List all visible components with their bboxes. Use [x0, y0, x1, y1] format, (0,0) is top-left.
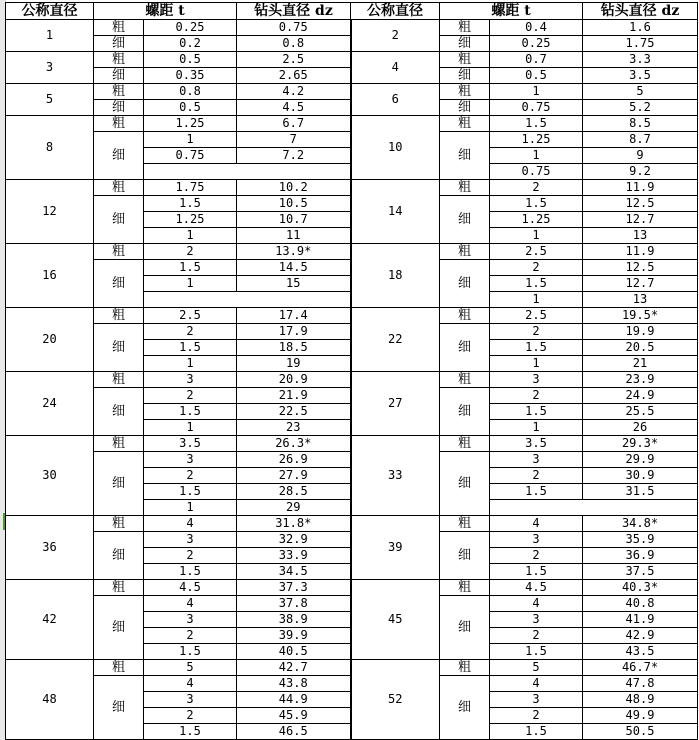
header-pitch-right[interactable]: 螺距 t — [440, 3, 583, 20]
nominal-diameter-cell[interactable]: 5 — [6, 84, 94, 116]
nominal-diameter-cell[interactable]: 14 — [351, 180, 440, 244]
drill-diameter-cell[interactable]: 42.7 — [237, 660, 351, 676]
pitch-cell[interactable]: 0.35 — [144, 68, 237, 84]
pitch-cell[interactable]: 0.7 — [490, 52, 583, 68]
pitch-cell[interactable]: 1.5 — [144, 644, 237, 660]
pitch-cell[interactable]: 1 — [144, 228, 237, 244]
nominal-diameter-cell[interactable]: 42 — [6, 580, 94, 660]
coarse-label-cell[interactable]: 粗 — [94, 308, 144, 324]
coarse-label-cell[interactable]: 粗 — [94, 580, 144, 596]
fine-label-cell[interactable]: 细 — [94, 532, 144, 580]
pitch-cell[interactable]: 1.5 — [490, 340, 583, 356]
pitch-cell[interactable]: 2 — [144, 708, 237, 724]
drill-diameter-cell[interactable]: 29.9 — [583, 452, 698, 468]
pitch-cell[interactable]: 1.5 — [490, 724, 583, 740]
drill-diameter-cell[interactable]: 6.7 — [237, 116, 351, 132]
drill-diameter-cell[interactable]: 0.75 — [237, 20, 351, 36]
drill-diameter-cell[interactable]: 46.7* — [583, 660, 698, 676]
drill-diameter-cell[interactable]: 12.5 — [583, 196, 698, 212]
empty-merged-cell[interactable] — [144, 164, 351, 180]
pitch-cell[interactable]: 2 — [144, 468, 237, 484]
drill-diameter-cell[interactable]: 26.3* — [237, 436, 351, 452]
drill-diameter-cell[interactable]: 12.7 — [583, 276, 698, 292]
drill-diameter-cell[interactable]: 20.9 — [237, 372, 351, 388]
nominal-diameter-cell[interactable]: 22 — [351, 308, 440, 372]
drill-diameter-cell[interactable]: 29.3* — [583, 436, 698, 452]
pitch-cell[interactable]: 1 — [490, 228, 583, 244]
table-row — [6, 20, 698, 36]
drill-diameter-cell[interactable]: 5 — [583, 84, 698, 100]
pitch-cell[interactable]: 0.75 — [490, 100, 583, 116]
pitch-cell[interactable]: 2 — [144, 628, 237, 644]
nominal-diameter-cell[interactable]: 4 — [351, 52, 440, 84]
table-body — [6, 20, 698, 740]
pitch-cell[interactable]: 0.75 — [144, 148, 237, 164]
drill-diameter-cell[interactable]: 30.9 — [583, 468, 698, 484]
fine-label-cell[interactable]: 细 — [94, 596, 144, 660]
drill-diameter-cell[interactable]: 14.5 — [237, 260, 351, 276]
drill-diameter-cell[interactable]: 34.5 — [237, 564, 351, 580]
drill-diameter-cell[interactable]: 24.9 — [583, 388, 698, 404]
fine-label-cell[interactable]: 细 — [94, 100, 144, 116]
nominal-diameter-cell[interactable]: 1 — [6, 20, 94, 52]
pitch-cell[interactable]: 1 — [144, 500, 237, 516]
pitch-cell[interactable]: 4.5 — [490, 580, 583, 596]
table-row — [6, 180, 698, 196]
pitch-cell[interactable]: 1.25 — [144, 212, 237, 228]
drill-diameter-cell[interactable]: 12.7 — [583, 212, 698, 228]
drill-diameter-cell[interactable]: 11.9 — [583, 244, 698, 260]
drill-diameter-cell[interactable]: 4.5 — [237, 100, 351, 116]
drill-diameter-cell[interactable]: 49.9 — [583, 708, 698, 724]
pitch-cell[interactable]: 1.5 — [144, 196, 237, 212]
coarse-label-cell[interactable]: 粗 — [94, 244, 144, 260]
coarse-label-cell[interactable]: 粗 — [94, 84, 144, 100]
drill-diameter-cell[interactable]: 34.8* — [583, 516, 698, 532]
drill-diameter-cell[interactable]: 50.5 — [583, 724, 698, 740]
coarse-label-cell[interactable]: 粗 — [440, 516, 490, 532]
drill-diameter-cell[interactable]: 9 — [583, 148, 698, 164]
drill-diameter-cell[interactable]: 2.5 — [237, 52, 351, 68]
pitch-cell[interactable]: 2 — [490, 548, 583, 564]
pitch-cell[interactable]: 3 — [144, 452, 237, 468]
drill-diameter-cell[interactable]: 36.9 — [583, 548, 698, 564]
pitch-cell[interactable]: 1.5 — [144, 340, 237, 356]
drill-diameter-cell[interactable]: 26 — [583, 420, 698, 436]
fine-label-cell[interactable]: 细 — [440, 324, 490, 372]
drill-diameter-cell[interactable]: 37.5 — [583, 564, 698, 580]
pitch-cell[interactable]: 4 — [490, 596, 583, 612]
drill-diameter-cell[interactable]: 21.9 — [237, 388, 351, 404]
pitch-cell[interactable]: 3 — [490, 692, 583, 708]
pitch-cell[interactable]: 1.5 — [490, 564, 583, 580]
pitch-cell[interactable]: 1.5 — [490, 484, 583, 500]
drill-diameter-cell[interactable]: 2.65 — [237, 68, 351, 84]
drill-diameter-cell[interactable]: 23.9 — [583, 372, 698, 388]
coarse-label-cell[interactable]: 粗 — [94, 180, 144, 196]
table-row — [6, 516, 698, 532]
drill-diameter-cell[interactable]: 3.5 — [583, 68, 698, 84]
pitch-cell[interactable]: 2.5 — [490, 308, 583, 324]
drill-diameter-cell[interactable]: 15 — [237, 276, 351, 292]
pitch-cell[interactable]: 0.5 — [144, 100, 237, 116]
header-drill-left[interactable]: 钻头直径 dz — [237, 3, 351, 20]
pitch-cell[interactable]: 2 — [490, 180, 583, 196]
nominal-diameter-cell[interactable]: 2 — [351, 20, 440, 52]
pitch-cell[interactable]: 3 — [144, 612, 237, 628]
nominal-diameter-cell[interactable]: 10 — [351, 116, 440, 180]
drill-diameter-cell[interactable]: 41.9 — [583, 612, 698, 628]
coarse-label-cell[interactable]: 粗 — [440, 244, 490, 260]
drill-diameter-cell[interactable]: 27.9 — [237, 468, 351, 484]
coarse-label-cell[interactable]: 粗 — [440, 52, 490, 68]
drill-diameter-cell[interactable]: 43.8 — [237, 676, 351, 692]
table-row — [6, 372, 698, 388]
fine-label-cell[interactable]: 细 — [440, 596, 490, 660]
drill-diameter-cell[interactable]: 9.2 — [583, 164, 698, 180]
pitch-cell[interactable]: 3 — [490, 372, 583, 388]
pitch-cell[interactable]: 4 — [490, 516, 583, 532]
drill-diameter-cell[interactable]: 37.3 — [237, 580, 351, 596]
nominal-diameter-cell[interactable]: 6 — [351, 84, 440, 116]
fine-label-cell[interactable]: 细 — [94, 324, 144, 372]
coarse-label-cell[interactable]: 粗 — [94, 516, 144, 532]
drill-diameter-cell[interactable]: 32.9 — [237, 532, 351, 548]
pitch-cell[interactable]: 4 — [144, 676, 237, 692]
table-row — [6, 244, 698, 260]
pitch-cell[interactable]: 1.5 — [144, 260, 237, 276]
pitch-cell[interactable]: 0.75 — [490, 164, 583, 180]
drill-diameter-cell[interactable]: 38.9 — [237, 612, 351, 628]
drill-diameter-cell[interactable]: 47.8 — [583, 676, 698, 692]
table-row — [6, 84, 698, 100]
drill-diameter-cell[interactable]: 21 — [583, 356, 698, 372]
drill-diameter-cell[interactable]: 19.9 — [583, 324, 698, 340]
drill-diameter-cell[interactable]: 10.5 — [237, 196, 351, 212]
drill-diameter-cell[interactable]: 33.9 — [237, 548, 351, 564]
coarse-label-cell[interactable]: 粗 — [440, 372, 490, 388]
drill-diameter-cell[interactable]: 10.2 — [237, 180, 351, 196]
drill-diameter-cell[interactable]: 45.9 — [237, 708, 351, 724]
pitch-cell[interactable]: 1.5 — [490, 196, 583, 212]
pitch-cell[interactable]: 1.25 — [490, 212, 583, 228]
drill-diameter-cell[interactable]: 31.8* — [237, 516, 351, 532]
table-row — [6, 580, 698, 596]
nominal-diameter-cell[interactable]: 3 — [6, 52, 94, 84]
pitch-cell[interactable]: 3 — [144, 372, 237, 388]
drill-diameter-cell[interactable]: 1.75 — [583, 36, 698, 52]
drill-diameter-cell[interactable]: 11 — [237, 228, 351, 244]
coarse-label-cell[interactable]: 粗 — [440, 660, 490, 676]
drill-diameter-cell[interactable]: 20.5 — [583, 340, 698, 356]
drill-diameter-cell[interactable]: 22.5 — [237, 404, 351, 420]
drill-diameter-cell[interactable]: 28.5 — [237, 484, 351, 500]
pitch-cell[interactable]: 1.5 — [144, 564, 237, 580]
nominal-diameter-cell[interactable]: 52 — [351, 660, 440, 740]
pitch-cell[interactable]: 1.75 — [144, 180, 237, 196]
thread-drill-table — [5, 2, 698, 740]
header-pitch-left[interactable]: 螺距 t — [94, 3, 237, 20]
nominal-diameter-cell[interactable]: 24 — [6, 372, 94, 436]
fine-label-cell[interactable]: 细 — [94, 196, 144, 244]
pitch-cell[interactable]: 2 — [144, 548, 237, 564]
drill-diameter-cell[interactable]: 17.9 — [237, 324, 351, 340]
fine-label-cell[interactable]: 细 — [440, 68, 490, 84]
nominal-diameter-cell[interactable]: 39 — [351, 516, 440, 580]
drill-diameter-cell[interactable]: 42.9 — [583, 628, 698, 644]
table-row — [6, 52, 698, 68]
fine-label-cell[interactable]: 细 — [440, 100, 490, 116]
coarse-label-cell[interactable]: 粗 — [440, 84, 490, 100]
pitch-cell[interactable]: 1 — [490, 84, 583, 100]
drill-diameter-cell[interactable]: 5.2 — [583, 100, 698, 116]
fine-label-cell[interactable]: 细 — [94, 676, 144, 740]
drill-diameter-cell[interactable]: 11.9 — [583, 180, 698, 196]
nominal-diameter-cell[interactable]: 30 — [6, 436, 94, 516]
drill-diameter-cell[interactable]: 8.5 — [583, 116, 698, 132]
pitch-cell[interactable]: 1 — [490, 356, 583, 372]
pitch-cell[interactable]: 1 — [490, 292, 583, 308]
pitch-cell[interactable]: 2 — [490, 388, 583, 404]
pitch-cell[interactable]: 1.5 — [144, 404, 237, 420]
drill-diameter-cell[interactable]: 10.7 — [237, 212, 351, 228]
drill-diameter-cell[interactable]: 25.5 — [583, 404, 698, 420]
fine-label-cell[interactable]: 细 — [94, 36, 144, 52]
nominal-diameter-cell[interactable]: 16 — [6, 244, 94, 308]
coarse-label-cell[interactable]: 粗 — [440, 580, 490, 596]
pitch-cell[interactable]: 1.5 — [144, 484, 237, 500]
fine-label-cell[interactable]: 细 — [440, 36, 490, 52]
pitch-cell[interactable]: 5 — [490, 660, 583, 676]
pitch-cell[interactable]: 0.25 — [144, 20, 237, 36]
nominal-diameter-cell[interactable]: 18 — [351, 244, 440, 308]
pitch-cell[interactable]: 1.5 — [490, 276, 583, 292]
coarse-label-cell[interactable]: 粗 — [440, 116, 490, 132]
pitch-cell[interactable]: 3.5 — [144, 436, 237, 452]
table-row — [6, 116, 698, 132]
pitch-cell[interactable]: 2 — [490, 260, 583, 276]
drill-diameter-cell[interactable]: 39.9 — [237, 628, 351, 644]
coarse-label-cell[interactable]: 粗 — [440, 436, 490, 452]
drill-diameter-cell[interactable]: 48.9 — [583, 692, 698, 708]
drill-diameter-cell[interactable]: 37.8 — [237, 596, 351, 612]
drill-diameter-cell[interactable]: 44.9 — [237, 692, 351, 708]
coarse-label-cell[interactable]: 粗 — [94, 660, 144, 676]
pitch-cell[interactable]: 2 — [144, 388, 237, 404]
drill-diameter-cell[interactable]: 1.6 — [583, 20, 698, 36]
empty-merged-cell[interactable] — [144, 292, 351, 308]
drill-diameter-cell[interactable]: 13.9* — [237, 244, 351, 260]
pitch-cell[interactable]: 4 — [144, 596, 237, 612]
coarse-label-cell[interactable]: 粗 — [440, 180, 490, 196]
pitch-cell[interactable]: 3 — [490, 612, 583, 628]
nominal-diameter-cell[interactable]: 27 — [351, 372, 440, 436]
drill-diameter-cell[interactable]: 40.8 — [583, 596, 698, 612]
fine-label-cell[interactable]: 细 — [94, 132, 144, 180]
pitch-cell[interactable]: 1.5 — [490, 644, 583, 660]
pitch-cell[interactable]: 3 — [490, 532, 583, 548]
coarse-label-cell[interactable]: 粗 — [440, 20, 490, 36]
drill-diameter-cell[interactable]: 18.5 — [237, 340, 351, 356]
drill-diameter-cell[interactable]: 7 — [237, 132, 351, 148]
drill-diameter-cell[interactable]: 19 — [237, 356, 351, 372]
drill-diameter-cell[interactable]: 40.5 — [237, 644, 351, 660]
pitch-cell[interactable]: 1.25 — [144, 116, 237, 132]
drill-diameter-cell[interactable]: 12.5 — [583, 260, 698, 276]
coarse-label-cell[interactable]: 粗 — [440, 308, 490, 324]
nominal-diameter-cell[interactable]: 48 — [6, 660, 94, 740]
drill-diameter-cell[interactable]: 35.9 — [583, 532, 698, 548]
pitch-cell[interactable]: 4 — [490, 676, 583, 692]
coarse-label-cell[interactable]: 粗 — [94, 372, 144, 388]
coarse-label-cell[interactable]: 粗 — [94, 116, 144, 132]
pitch-cell[interactable]: 0.4 — [490, 20, 583, 36]
nominal-diameter-cell[interactable]: 45 — [351, 580, 440, 660]
pitch-cell[interactable]: 1 — [144, 420, 237, 436]
drill-diameter-cell[interactable]: 40.3* — [583, 580, 698, 596]
nominal-diameter-cell[interactable]: 12 — [6, 180, 94, 244]
pitch-cell[interactable]: 2 — [490, 468, 583, 484]
fine-label-cell[interactable]: 细 — [440, 388, 490, 436]
drill-diameter-cell[interactable]: 13 — [583, 228, 698, 244]
drill-diameter-cell[interactable]: 29 — [237, 500, 351, 516]
pitch-cell[interactable]: 2 — [490, 628, 583, 644]
table-row — [6, 308, 698, 324]
fine-label-cell[interactable]: 细 — [440, 452, 490, 516]
fine-label-cell[interactable]: 细 — [440, 132, 490, 180]
drill-diameter-cell[interactable]: 8.7 — [583, 132, 698, 148]
table-row — [6, 660, 698, 676]
coarse-label-cell[interactable]: 粗 — [94, 52, 144, 68]
fine-label-cell[interactable]: 细 — [440, 260, 490, 308]
coarse-label-cell[interactable]: 粗 — [94, 20, 144, 36]
pitch-cell[interactable]: 1.25 — [490, 132, 583, 148]
header-row — [6, 3, 698, 20]
drill-diameter-cell[interactable]: 19.5* — [583, 308, 698, 324]
nominal-diameter-cell[interactable]: 8 — [6, 116, 94, 180]
pitch-cell[interactable]: 3.5 — [490, 436, 583, 452]
empty-merged-cell[interactable] — [490, 500, 698, 516]
drill-diameter-cell[interactable]: 23 — [237, 420, 351, 436]
pitch-cell[interactable]: 2.5 — [144, 308, 237, 324]
pitch-cell[interactable]: 1 — [490, 148, 583, 164]
coarse-label-cell[interactable]: 粗 — [94, 436, 144, 452]
drill-diameter-cell[interactable]: 46.5 — [237, 724, 351, 740]
table-row — [6, 436, 698, 452]
pitch-cell[interactable]: 2 — [144, 244, 237, 260]
pitch-cell[interactable]: 5 — [144, 660, 237, 676]
pitch-cell[interactable]: 0.8 — [144, 84, 237, 100]
fine-label-cell[interactable]: 细 — [94, 260, 144, 308]
pitch-cell[interactable]: 4 — [144, 516, 237, 532]
fine-label-cell[interactable]: 细 — [94, 452, 144, 516]
pitch-cell[interactable]: 2 — [490, 708, 583, 724]
pitch-cell[interactable]: 0.2 — [144, 36, 237, 52]
drill-diameter-cell[interactable]: 43.5 — [583, 644, 698, 660]
pitch-cell[interactable]: 1 — [144, 132, 237, 148]
nominal-diameter-cell[interactable]: 33 — [351, 436, 440, 516]
pitch-cell[interactable]: 1 — [144, 356, 237, 372]
pitch-cell[interactable]: 1.5 — [144, 724, 237, 740]
drill-diameter-cell[interactable]: 0.8 — [237, 36, 351, 52]
pitch-cell[interactable]: 1 — [490, 420, 583, 436]
drill-diameter-cell[interactable]: 31.5 — [583, 484, 698, 500]
pitch-cell[interactable]: 1.5 — [490, 404, 583, 420]
drill-diameter-cell[interactable]: 26.9 — [237, 452, 351, 468]
header-nominal-left[interactable]: 公称直径 — [6, 3, 94, 20]
pitch-cell[interactable]: 2 — [490, 324, 583, 340]
header-drill-right[interactable]: 钻头直径 dz — [583, 3, 698, 20]
drill-diameter-cell[interactable]: 13 — [583, 292, 698, 308]
drill-diameter-cell[interactable]: 17.4 — [237, 308, 351, 324]
fine-label-cell[interactable]: 细 — [94, 388, 144, 436]
pitch-cell[interactable]: 3 — [144, 692, 237, 708]
pitch-cell[interactable]: 3 — [144, 532, 237, 548]
pitch-cell[interactable]: 1.5 — [490, 116, 583, 132]
drill-diameter-cell[interactable]: 7.2 — [237, 148, 351, 164]
pitch-cell[interactable]: 0.5 — [144, 52, 237, 68]
fine-label-cell[interactable]: 细 — [440, 532, 490, 580]
pitch-cell[interactable]: 1 — [144, 276, 237, 292]
pitch-cell[interactable]: 2 — [144, 324, 237, 340]
fine-label-cell[interactable]: 细 — [94, 68, 144, 84]
pitch-cell[interactable]: 4.5 — [144, 580, 237, 596]
drill-diameter-cell[interactable]: 4.2 — [237, 84, 351, 100]
pitch-cell[interactable]: 2.5 — [490, 244, 583, 260]
nominal-diameter-cell[interactable]: 20 — [6, 308, 94, 372]
pitch-cell[interactable]: 3 — [490, 452, 583, 468]
fine-label-cell[interactable]: 细 — [440, 196, 490, 244]
header-nominal-right[interactable]: 公称直径 — [351, 3, 440, 20]
nominal-diameter-cell[interactable]: 36 — [6, 516, 94, 580]
fine-label-cell[interactable]: 细 — [440, 676, 490, 740]
drill-diameter-cell[interactable]: 3.3 — [583, 52, 698, 68]
pitch-cell[interactable]: 0.25 — [490, 36, 583, 52]
pitch-cell[interactable]: 0.5 — [490, 68, 583, 84]
